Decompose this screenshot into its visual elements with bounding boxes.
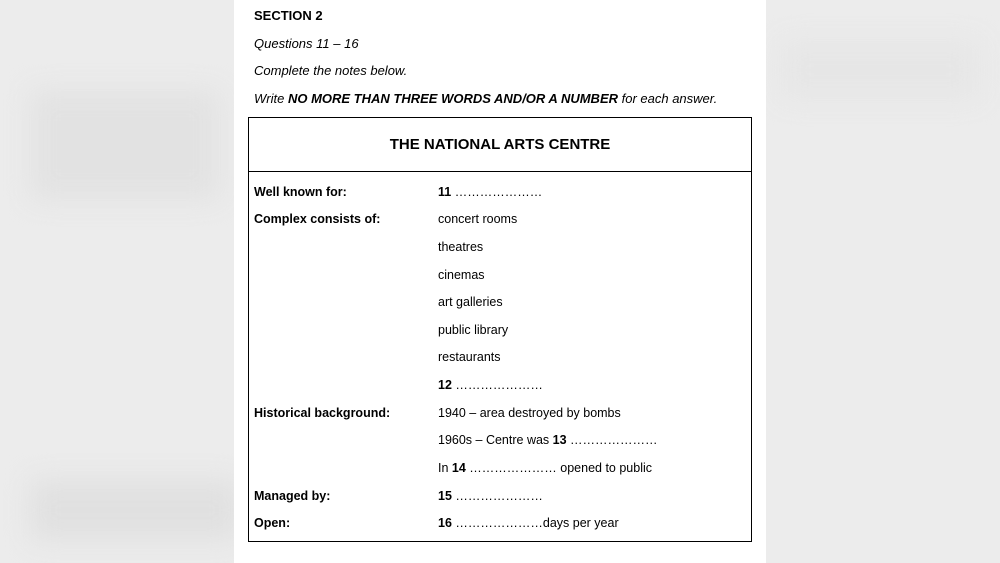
question-number: 15 bbox=[438, 489, 452, 503]
notes-row bbox=[249, 489, 751, 509]
notes-box bbox=[248, 117, 752, 542]
notes-row bbox=[249, 516, 751, 536]
notes-row bbox=[249, 433, 751, 453]
row-label: Well known for: bbox=[254, 185, 347, 199]
row-value bbox=[438, 489, 543, 503]
row-value: art galleries bbox=[438, 295, 503, 309]
answer-blank[interactable]: ………………… opened to public bbox=[465, 461, 653, 475]
notes-row bbox=[249, 240, 751, 260]
row-value: 1940 – area destroyed by bombs bbox=[438, 406, 621, 420]
question-number: 14 bbox=[451, 461, 466, 475]
row-value: theatres bbox=[438, 240, 484, 254]
question-number: 13 bbox=[552, 433, 567, 447]
blurred-background-shape bbox=[780, 40, 980, 100]
notes-row bbox=[249, 295, 751, 315]
question-number: 11 bbox=[438, 185, 452, 199]
blurred-background-shape bbox=[30, 90, 220, 200]
row-value: concert rooms bbox=[438, 212, 518, 226]
question-number: 16 bbox=[438, 516, 452, 530]
row-value bbox=[438, 516, 619, 530]
row-value: cinemas bbox=[438, 268, 485, 282]
instruction-prefix: Write bbox=[254, 91, 288, 106]
notes-row bbox=[249, 378, 751, 398]
task-instruction: Complete the notes below. bbox=[254, 63, 408, 78]
notes-row bbox=[249, 323, 751, 343]
row-label: Managed by: bbox=[254, 489, 331, 503]
answer-blank[interactable]: ………………… bbox=[451, 378, 543, 392]
row-value: 1960s – Centre was 13 ………………… bbox=[438, 433, 658, 447]
question-number: 12 bbox=[438, 378, 452, 392]
row-value bbox=[438, 185, 542, 199]
answer-blank[interactable]: ………………… bbox=[566, 433, 658, 447]
instruction-bold: NO MORE THAN THREE WORDS AND/OR A NUMBER bbox=[287, 91, 618, 106]
notes-row bbox=[249, 461, 751, 481]
row-label: Complex consists of: bbox=[254, 212, 381, 226]
notes-row bbox=[249, 185, 751, 205]
answer-blank[interactable]: ………………… bbox=[451, 185, 543, 199]
document-page bbox=[234, 0, 766, 563]
row-value: restaurants bbox=[438, 350, 501, 364]
notes-row bbox=[249, 350, 751, 370]
notes-row bbox=[249, 212, 751, 232]
questions-range: Questions 11 – 16 bbox=[254, 36, 359, 51]
notes-row bbox=[249, 268, 751, 288]
answer-blank[interactable]: …………………days per year bbox=[451, 516, 619, 530]
instruction-suffix: for each answer. bbox=[618, 91, 718, 106]
answer-blank[interactable]: ………………… bbox=[451, 489, 543, 503]
row-value: In 14 ………………… opened to public bbox=[438, 461, 653, 475]
notes-row bbox=[249, 406, 751, 426]
word-limit-instruction bbox=[254, 91, 717, 106]
row-label: Open: bbox=[254, 516, 291, 530]
row-label: Historical background: bbox=[254, 406, 391, 420]
section-title: SECTION 2 bbox=[254, 8, 323, 23]
notes-title: THE NATIONAL ARTS CENTRE bbox=[249, 118, 751, 172]
row-value: public library bbox=[438, 323, 509, 337]
blurred-background-shape bbox=[30, 480, 240, 540]
row-value bbox=[438, 378, 543, 392]
